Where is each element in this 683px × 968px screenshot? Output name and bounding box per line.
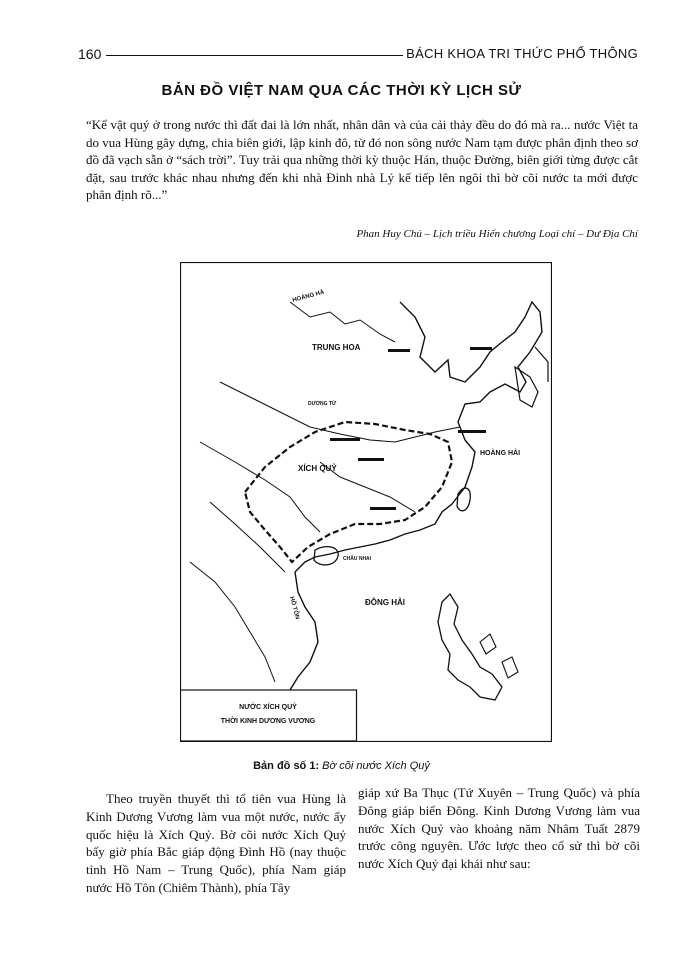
label-chau-nhai: CHÂU NHAI: [343, 556, 372, 562]
historical-map: [180, 262, 552, 742]
page-title: BẢN ĐỒ VIỆT NAM QUA CÁC THỜI KỲ LỊCH SỬ: [161, 82, 522, 99]
caption-prefix: Bản đồ số 1:: [253, 760, 320, 772]
body-column-right: giáp xứ Ba Thục (Tứ Xuyên – Trung Quốc) và phía Đông giáp biển Đông. Kinh Dương Vương làm vua nước Xích Quỷ vào khoảng năm Nhâm Tuất 2879 trước công nguyên. Ước lược theo cổ sử thì bờ cõi nước Xích Quỷ đại khái như sau:: [358, 785, 640, 872]
epigraph-citation: Phan Huy Chú – Lịch triều Hiến chương Loại chí – Dư Địa Chí: [356, 228, 638, 240]
label-ho-ton: HỒ TÔN: [288, 595, 300, 621]
label-xich-quy: XÍCH QUỶ: [298, 464, 337, 473]
book-title: BÁCH KHOA TRI THỨC PHỔ THÔNG: [406, 46, 638, 61]
label-duong-tu: DƯƠNG TỬ: [308, 401, 337, 407]
page-number: 160: [78, 46, 102, 62]
map-caption: [0, 760, 683, 772]
label-hoang-hai: HOÀNG HẢI: [480, 450, 521, 457]
label-dong-hai: ĐÔNG HẢI: [365, 598, 405, 607]
map-legend: [181, 690, 357, 741]
body-column-left: Theo truyền thuyết thì tổ tiên vua Hùng là Kinh Dương Vương làm vua một nước, nước ấy quốc hiệu là Xích Quỷ. Bờ cõi nước Xích Quỷ bấy giờ phía Bắc giáp động Đình Hồ (nay thuộc tỉnh Hồ Nam – Trung Quốc), phía Nam giáp nước Hồ Tôn (Chiêm Thành), phía Tây: [86, 791, 346, 895]
epigraph-quote: “Kể vật quý ở trong nước thì đất đai là lớn nhất, nhân dân và của cải thảy đều do đó mà ra... nước Việt ta do vua Hùng gây dựng, chia biên giới, lập kinh đô, từ đó non sông nước Nam tạm được phân định theo sơ đồ đã vạch sẵn ở “sách trời”. Tuy trải qua những thời kỳ thuộc Hán, thuộc Đường, biên giới từng được cắt đặt, sau trước khác nhau nhưng đến khi nhà Đinh nhà Lý kế tiếp lên ngôi thì bờ cõi nước ta mới được phân định rõ...”: [86, 117, 638, 202]
legend-line1: NƯỚC XÍCH QUỶ: [239, 704, 297, 711]
label-hoang-ha: HOÀNG HÀ: [291, 289, 326, 304]
running-header: [78, 46, 638, 66]
label-trung-hoa: TRUNG HOA: [312, 343, 361, 352]
legend-line2: THỜI KINH DƯƠNG VƯƠNG: [220, 718, 316, 725]
caption-text: Bờ cõi nước Xích Quỷ: [319, 760, 430, 772]
header-rule: [106, 55, 403, 56]
